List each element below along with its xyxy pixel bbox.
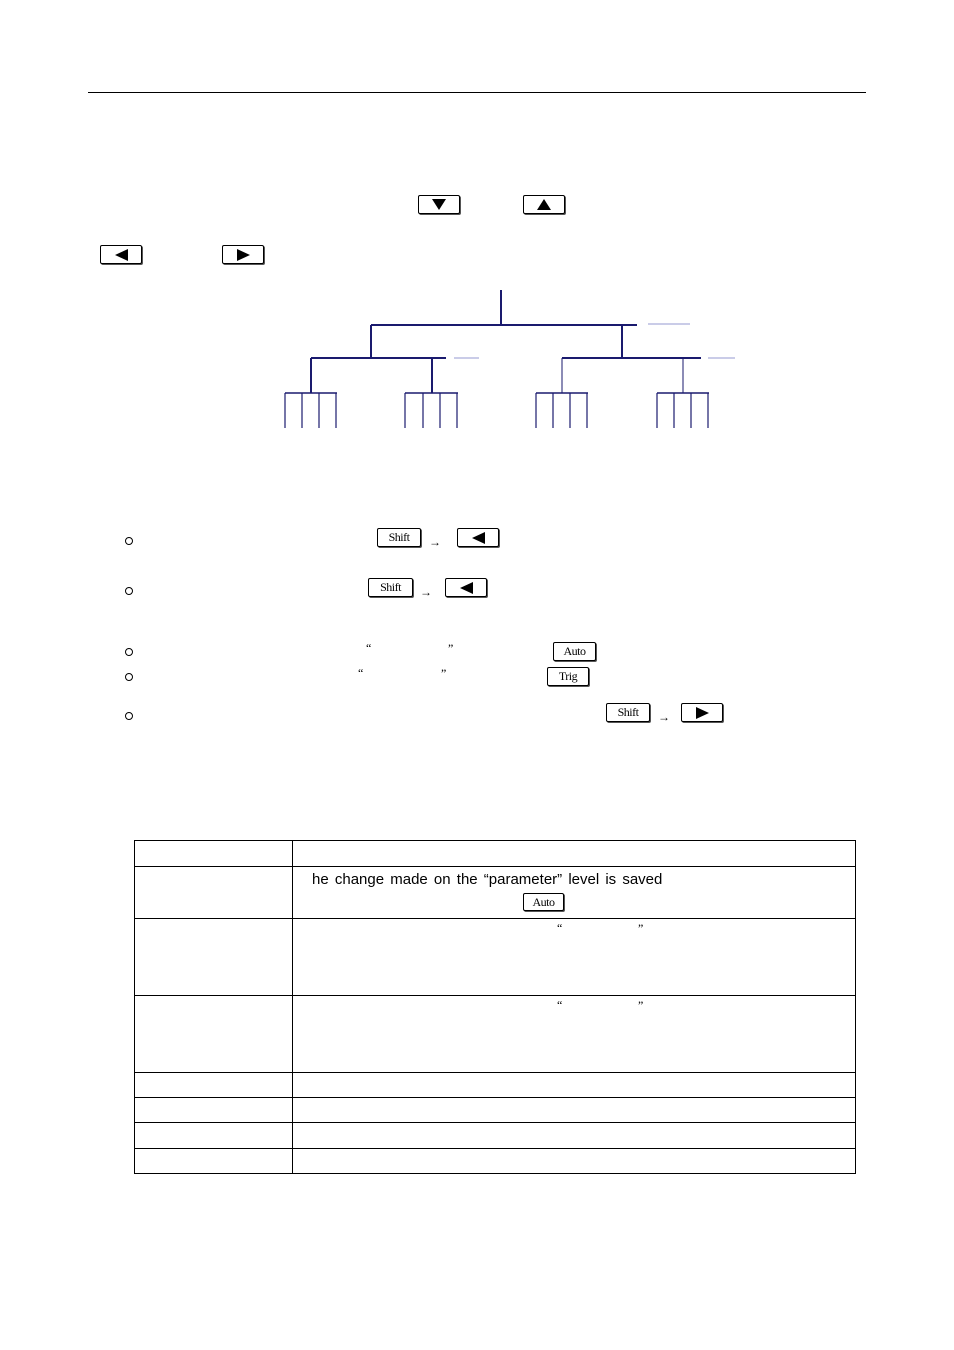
left-arrow-icon	[460, 582, 473, 594]
quote-close-3: ”	[448, 641, 454, 655]
table-row	[135, 867, 856, 919]
table-row	[135, 996, 856, 1073]
bullet-3	[125, 648, 133, 656]
left-arrow-icon	[472, 532, 485, 544]
table-row	[135, 841, 856, 867]
sequence-arrow-3: →	[658, 710, 670, 724]
shift-key-2: Shift	[368, 578, 413, 597]
table-row	[135, 1098, 856, 1123]
shift-key-1: Shift	[377, 528, 421, 547]
auto-key-1: Auto	[553, 642, 596, 661]
auto-key-2: Auto	[523, 893, 564, 911]
table-row	[135, 1149, 856, 1174]
table-quote-close-2: ”	[638, 998, 644, 1012]
bullet-1	[125, 537, 133, 545]
table-quote-open-2: “	[557, 998, 563, 1012]
parameter-table	[134, 840, 856, 1174]
bullet-5	[125, 712, 133, 720]
menu-tree-diagram	[0, 0, 954, 440]
shift-key-3: Shift	[606, 703, 650, 722]
quote-open-4: “	[358, 666, 364, 680]
quote-close-4: ”	[441, 666, 447, 680]
sequence-arrow-1: →	[429, 535, 441, 549]
table-quote-open-1: “	[557, 921, 563, 935]
bullet-4	[125, 673, 133, 681]
right-arrow-icon	[696, 707, 709, 719]
trig-key: Trig	[547, 667, 589, 686]
table-row	[135, 1073, 856, 1098]
bullet-2	[125, 587, 133, 595]
sequence-arrow-2: →	[420, 585, 432, 599]
left-key-seq-1	[457, 528, 499, 547]
table-cell-text: he change made on the “parameter” level is saved	[312, 871, 663, 888]
table-row	[135, 1123, 856, 1149]
right-key-seq	[681, 703, 723, 722]
table-quote-close-1: ”	[638, 921, 644, 935]
left-key-seq-2	[445, 578, 487, 597]
table-row	[135, 919, 856, 996]
quote-open-3: “	[366, 641, 372, 655]
